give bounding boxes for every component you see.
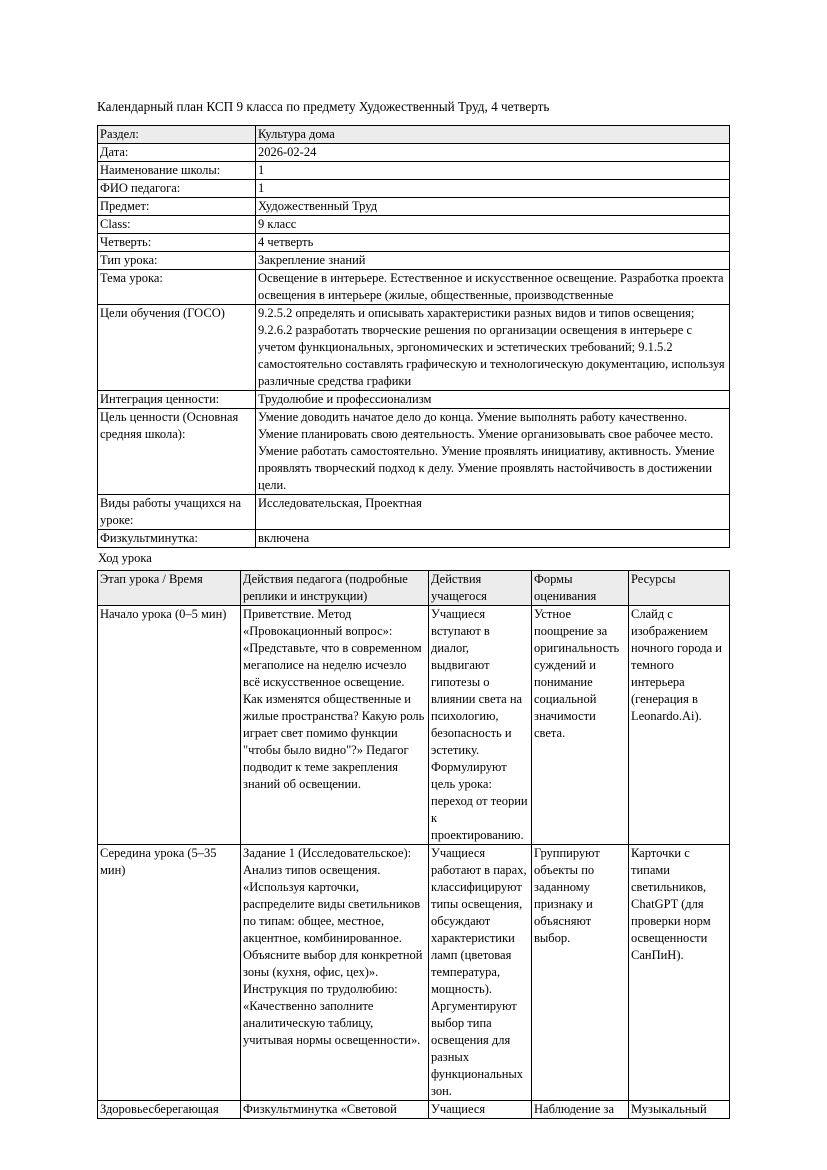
table-row [98,530,730,548]
table-row [98,606,730,845]
page-title: Календарный план КСП 9 класса по предмету Художественный Труд, 4 четверть [97,99,550,114]
info-label: Четверть: [98,234,256,252]
column-header-assessment: Формы оценивания [532,571,629,606]
table-row [98,409,730,495]
info-value: Освещение в интерьере. Естественное и искусственное освещение. Разработка проекта освещения в интерьере (жилые, общественные, производственные [256,270,730,305]
info-value: включена [256,530,730,548]
table-row-clipped [98,1101,730,1119]
info-label: Дата: [98,144,256,162]
column-header-stage: Этап урока / Время [98,571,241,606]
info-value: Трудолюбие и профессионализм [256,391,730,409]
info-label: Тип урока: [98,252,256,270]
info-value: 9 класс [256,216,730,234]
table-row [98,216,730,234]
table-row [98,198,730,216]
info-value: 1 [256,162,730,180]
info-value: 1 [256,180,730,198]
table-row [98,126,730,144]
table-row [98,144,730,162]
column-header-student: Действия учащегося [429,571,532,606]
cell-assessment: Наблюдение за [532,1101,629,1119]
column-header-resources: Ресурсы [629,571,730,606]
cell-student: Учащиеся вступают в диалог, выдвигают гипотезы о влиянии света на психологию, безопасность и эстетику. Формулируют цель урока: переход от теории к проектированию. [429,606,532,845]
cell-teacher: Физкультминутка «Световой [241,1101,429,1119]
info-label: ФИО педагога: [98,180,256,198]
document-content [97,99,729,1119]
info-value: Закрепление знаний [256,252,730,270]
info-value: 2026-02-24 [256,144,730,162]
info-label: Предмет: [98,198,256,216]
info-value: Культура дома [256,126,730,144]
table-row [98,252,730,270]
table-row [98,391,730,409]
table-row [98,305,730,391]
info-label: Тема урока: [98,270,256,305]
info-label: Цели обучения (ГОСО) [98,305,256,391]
table-row [98,180,730,198]
info-value: 9.2.5.2 определять и описывать характеристики разных видов и типов освещения; 9.2.6.2 разработать творческие решения по организации освещения в интерьере с учетом функциональных, эргономических и эстетических требований; 9.1.5.2 самостоятельно составлять графическую и технологическую документацию, используя различные средства графики [256,305,730,391]
table-row [98,845,730,1101]
info-value: Исследовательская, Проектная [256,495,730,530]
cell-resources: Карточки с типами светильников, ChatGPT (для проверки норм освещенности СанПиН). [629,845,730,1101]
cell-stage: Начало урока (0–5 мин) [98,606,241,845]
section-heading: Ход урока [98,551,152,565]
cell-assessment: Устное поощрение за оригинальность суждений и понимание социальной значимости света. [532,606,629,845]
cell-teacher: Приветствие. Метод «Провокационный вопрос»: «Представьте, что в современном мегаполисе на неделю исчезло всё искусственное освещение. Как изменятся общественные и жилые пространства? Какую роль играет свет помимо функции "чтобы было видно"?» Педагог подводит к теме закрепления знаний об освещении. [241,606,429,845]
info-label: Физкультминутка: [98,530,256,548]
table-row [98,495,730,530]
info-label: Цель ценности (Основная средняя школа): [98,409,256,495]
info-label: Наименование школы: [98,162,256,180]
cell-assessment: Группируют объекты по заданному признаку и объясняют выбор. [532,845,629,1101]
info-value: Умение доводить начатое дело до конца. Умение выполнять работу качественно. Умение планировать свою деятельность. Умение организовывать свое рабочее место. Умение работать самостоятельно. Умение проявлять инициативу, активность. Умение проявлять творческий подход к делу. Умение проявлять настойчивость в достижении цели. [256,409,730,495]
info-label: Виды работы учащихся на уроке: [98,495,256,530]
info-label: Class: [98,216,256,234]
table-row [98,162,730,180]
cell-stage: Здоровьесберегающая [98,1101,241,1119]
lesson-flow-table [97,570,730,1119]
cell-resources: Музыкальный [629,1101,730,1119]
cell-teacher: Задание 1 (Исследовательское): Анализ типов освещения. «Используя карточки, распределите виды светильников по типам: общее, местное, акцентное, комбинированное. Объясните выбор для конкретной зоны (кухня, офис, цех)». Инструкция по трудолюбию: «Качественно заполните аналитическую таблицу, учитывая нормы освещенности». [241,845,429,1101]
info-value: 4 четверть [256,234,730,252]
table-header-row [98,571,730,606]
cell-stage: Середина урока (5–35 мин) [98,845,241,1101]
info-label: Раздел: [98,126,256,144]
table-row [98,270,730,305]
cell-resources: Слайд с изображением ночного города и темного интерьера (генерация в Leonardo.Ai). [629,606,730,845]
column-header-teacher: Действия педагога (подробные реплики и инструкции) [241,571,429,606]
lesson-info-table [97,125,730,548]
cell-student: Учащиеся [429,1101,532,1119]
table-row [98,234,730,252]
info-label: Интеграция ценности: [98,391,256,409]
cell-student: Учащиеся работают в парах, классифицируют типы освещения, обсуждают характеристики ламп (цветовая температура, мощность). Аргументируют выбор типа освещения для разных функциональных зон. [429,845,532,1101]
info-value: Художественный Труд [256,198,730,216]
